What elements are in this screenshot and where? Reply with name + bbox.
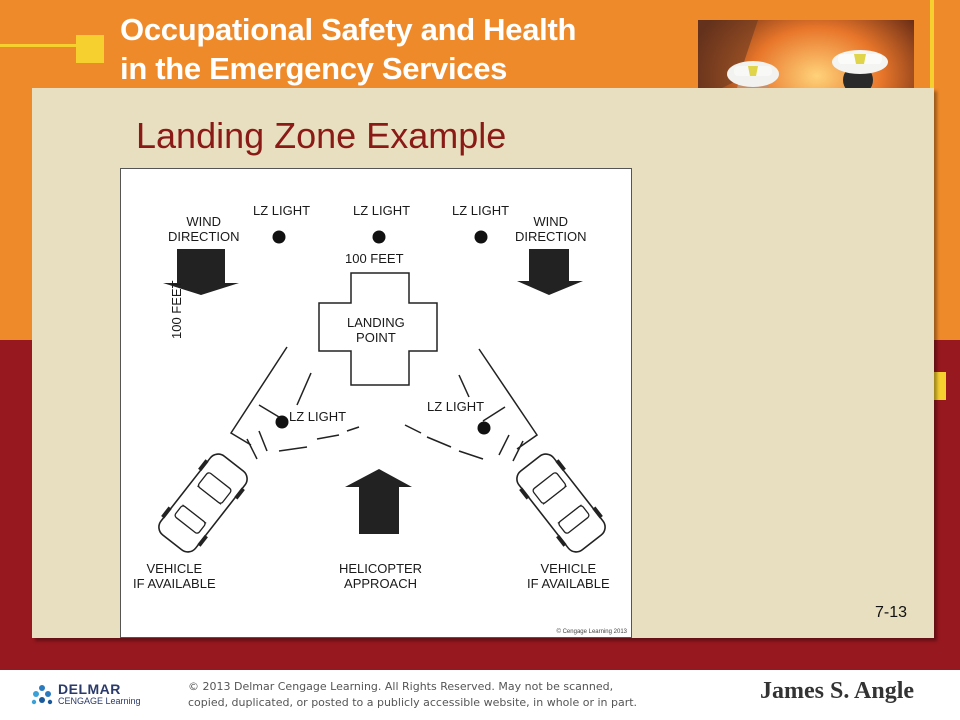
if-available-right: IF AVAILABLE: [527, 576, 610, 591]
hundred-feet-label-side: 100 FEET: [169, 280, 184, 339]
helicopter-approach-arrow: [345, 469, 412, 534]
vehicle-word-right: VEHICLE: [540, 561, 597, 576]
footer-copyright-line1: © 2013 Delmar Cengage Learning. All Rights Reserved. May not be scanned,: [188, 680, 614, 693]
lz-light-dot-5: [478, 422, 491, 435]
lz-light-dot-4: [276, 416, 289, 429]
logo-delmar-text: DELMAR: [58, 681, 121, 697]
book-title: [120, 10, 576, 88]
lz-light-label-4: LZ LIGHT: [289, 409, 347, 424]
delmar-cengage-logo: [30, 680, 160, 710]
wind-word-right: WIND: [533, 214, 569, 229]
lz-light-label-3: LZ LIGHT: [452, 203, 510, 218]
slide-number: 7-13: [875, 604, 908, 621]
hundred-feet-label-top: 100 FEET: [345, 251, 404, 266]
decorative-square: [76, 35, 104, 63]
vehicle-label-right: [527, 561, 610, 591]
landing-zone-diagram: [120, 168, 632, 638]
lz-light-label-2: LZ LIGHT: [353, 203, 411, 218]
direction-word-right: DIRECTION: [515, 229, 587, 244]
point-word: POINT: [356, 330, 396, 345]
lz-light-dot-1: [273, 231, 286, 244]
lz-light-dot-3: [475, 231, 488, 244]
book-title-line2: in the Emergency Services: [120, 51, 508, 86]
cengage-logo-icon: [30, 684, 54, 708]
lz-light-dot-2: [373, 231, 386, 244]
approach-word: APPROACH: [344, 576, 418, 591]
landing-point-label: [347, 315, 405, 345]
vehicle-left: [153, 448, 254, 558]
direction-word-left: DIRECTION: [168, 229, 240, 244]
if-available-left: IF AVAILABLE: [133, 576, 216, 591]
left-zone-lines: [231, 347, 359, 459]
wind-arrow-right: [517, 249, 583, 295]
helicopter-approach-label: [339, 561, 422, 591]
lz-light-label-1: LZ LIGHT: [253, 203, 311, 218]
logo-cengage-text: CENGAGE Learning: [58, 696, 141, 706]
wind-direction-label-left: [168, 214, 240, 244]
vehicle-label-left: [133, 561, 216, 591]
vehicle-word-left: VEHICLE: [146, 561, 203, 576]
diagram-copyright: © Cengage Learning 2013: [556, 629, 627, 635]
wind-direction-label-right: [515, 214, 587, 244]
helicopter-word: HELICOPTER: [339, 561, 423, 576]
vehicle-right: [511, 448, 612, 558]
landing-word: LANDING: [347, 315, 405, 330]
slide-title: Landing Zone Example: [136, 115, 507, 156]
author-name: James S. Angle: [760, 678, 915, 704]
wind-word-left: WIND: [186, 214, 222, 229]
book-title-line1: Occupational Safety and Health: [120, 12, 577, 47]
footer-copyright: [188, 679, 637, 711]
footer-copyright-line2: copied, duplicated, or posted to a publicly accessible website, in whole or in part.: [188, 696, 638, 709]
lz-light-label-5: LZ LIGHT: [427, 399, 485, 414]
